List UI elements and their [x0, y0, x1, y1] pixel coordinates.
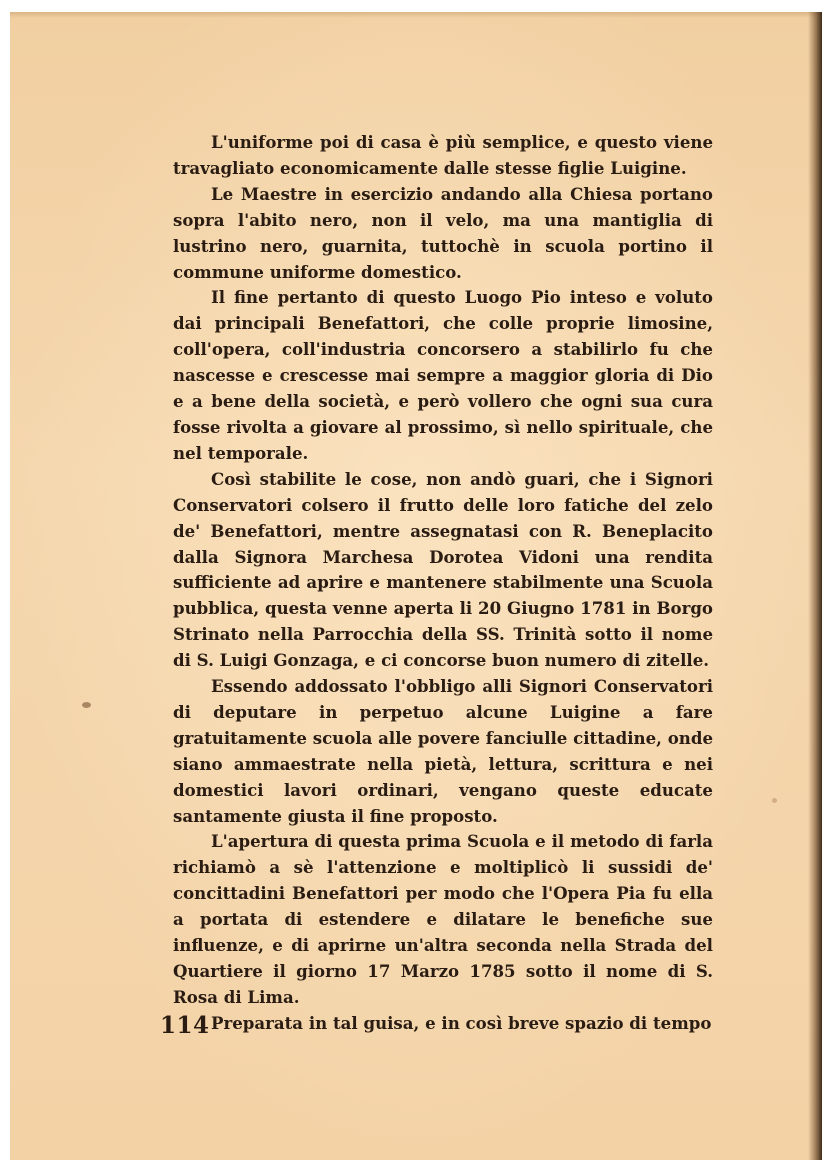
paragraph: L'apertura di questa prima Scuola e il metodo di farla richiamò a sè l'attenzione e moltiplicò li sussidi de' concittadini Benefattori per modo che l'Opera Pia fu ella a portata di estendere e dilatare le benefiche sue influenze, e di aprirne un'altra seconda nella Strada del Quartiere il giorno 17 Marzo 1785 sotto il nome di S. Rosa di Lima. — [173, 831, 713, 1007]
body-text — [173, 130, 713, 1037]
paper-speck — [772, 798, 777, 803]
paragraph: L'uniforme poi di casa è più semplice, e questo viene travagliato economicamente dalle stesse figlie Luigine. — [173, 132, 713, 178]
page-spine-shadow — [808, 12, 822, 1160]
paragraph: Essendo addossato l'obbligo alli Signori Conservatori di deputare in perpetuo alcune Luigine a fare gratuitamente scuola alle povere fanciulle cittadine, onde siano ammaestrate nella pietà, lettura, scrittura e nei domestici lavori ordinari, vengano queste educate santamente giusta il fine proposto. — [173, 676, 714, 826]
paragraph: Così stabilite le cose, non andò guari, che i Signori Conservatori colsero il frutto delle loro fatiche del zelo de' Benefattori, mentre assegnatasi con R. Beneplacito dalla Signora Marchesa Dorotea Vidoni una rendita sufficiente ad aprire e mantenere stabilmente una Scuola pubblica, questa venne aperta li 20 Giugno 1781 in Borgo Strinato nella Parrocchia della SS. Trinità sotto il nome di S. Luigi Gonzaga, e ci concorse buon numero di zitelle. — [173, 468, 713, 671]
page-top-shadow — [10, 12, 822, 18]
book-page — [10, 12, 822, 1160]
paper-speck — [82, 702, 91, 708]
page-number: 114 — [160, 1012, 210, 1039]
paragraph: Le Maestre in esercizio andando alla Chiesa portano sopra l'abito nero, non il velo, ma una mantiglia di lustrino nero, guarnita, tuttochè in scuola portino il commune uniforme domestico. — [173, 183, 713, 282]
paragraph: Il fine pertanto di questo Luogo Pio inteso e voluto dai principali Benefattori, che colle proprie limosine, coll'opera, coll'industria concorsero a stabilirlo fu che nascesse e crescesse mai sempre a maggior gloria di Dio e a bene della società, e però vollero che ogni sua cura fosse rivolta a giovare al prossimo, sì nello spirituale, che nel temporale. — [173, 287, 713, 463]
paragraph: Preparata in tal guisa, e in così breve spazio di tempo — [211, 1012, 712, 1033]
